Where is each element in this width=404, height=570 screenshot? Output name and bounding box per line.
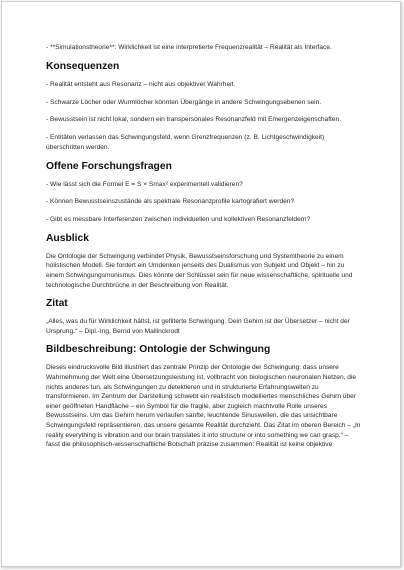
zitat-paragraph: „Alles, was du für Wirklichkeit hältst, ist gefilterte Schwingung. Dein Gehirn ist der Übersetzer – nicht der Ursprung.“ – Dipl.-Ing. Bernd von Mallinckrodt: [46, 318, 350, 335]
document-page: [1, 1, 401, 567]
list-item: - Bewusstsein ist nicht lokal, sondern ein transpersonales Resonanzfeld mit Emergenzeigenschaften.: [46, 116, 342, 124]
heading-bildbeschreibung: Bildbeschreibung: Ontologie der Schwingung: [46, 344, 271, 356]
section-forschungsfragen: [46, 161, 364, 225]
section-ausblick: [46, 233, 364, 290]
bildbeschreibung-paragraph: Dieses eindrucksvolle Bild illustriert das zentrale Prinzip der Ontologie der Schwingung: dass unsere Wahrnehmung der Welt eine Übersetzungsleistung ist, vollbracht von biologischen neuronalen Netzen, die nichts anderes tun, als Schwingungen zu detektieren und in strukturierte Erfahrungswelten zu transformieren. Im Zentrum der Darstellung schwebt ein realistisch modelliertes menschliches Gehirn über einer geöffneten Handfläche – ein Symbol für die fragile, aber zugleich machtvolle Rolle unseres Bewusstseins. Um das Gehirn herum verlaufen sanfte, leuchtende Sinuswellen, die das unsichtbare Schwingungsfeld repräsentieren, das unsere gesamte Realität durchzieht. Das Zitat im oberen Bereich – „In reality everything is vibration and our brain translates it into structure or into something we can grasp.“ – fasst die philosophisch-wissenschaftliche Botschaft präzise zusammen: Realität ist keine objektive: [46, 364, 361, 449]
heading-zitat: Zitat: [46, 298, 68, 310]
section-konsequenzen: [46, 61, 364, 153]
list-item: - Entitäten verlassen das Schwingungsfeld, wenn Grenzfrequenzen (z. B. Lichtgeschwindigkeit) überschritten werden.: [46, 134, 325, 151]
list-item: - Schwarze Löcher oder Wurmlöcher könnten Übergänge in andere Schwingungsebenen sein.: [46, 98, 322, 106]
list-item: - Können Bewusstseinszustände als spektrale Resonanzprofile kartografiert werden?: [46, 198, 295, 206]
section-zitat: [46, 298, 364, 336]
ausblick-paragraph: Die Ontologie der Schwingung verbindet Physik, Bewusstseinsforschung und Systemtheorie zu einem holistischen Modell. Sie fordert ein Umdenken jenseits des Dualismus von Subjekt und Objekt – hin zu einem Schwingungsmonismus. Dies könnte der Schlüssel sein für neue wissenschaftliche, spirituelle und technologische Durchbrüche in der Beschreibung von Realität.: [46, 252, 353, 289]
list-item: - Wie lässt sich die Formel E = S × Smax² experimentell validieren?: [46, 180, 243, 188]
list-item: - Gibt es messbare Interferenzen zwischen individuellen und kollektiven Resonanzfeldern?: [46, 216, 311, 224]
section-bildbeschreibung: [46, 344, 364, 449]
list-item: - Realität entsteht aus Resonanz – nicht aus objektiver Wahrheit.: [46, 80, 236, 88]
heading-forschungsfragen: Offene Forschungsfragen: [46, 160, 172, 172]
document-content: [46, 43, 364, 458]
heading-ausblick: Ausblick: [46, 232, 89, 244]
heading-konsequenzen: Konsequenzen: [46, 60, 120, 72]
intro-paragraph: - **Simulationstheorie**: Wirklichkeit ist eine interpretierte Frequenzrealität – Realität als Interface.: [46, 44, 332, 51]
